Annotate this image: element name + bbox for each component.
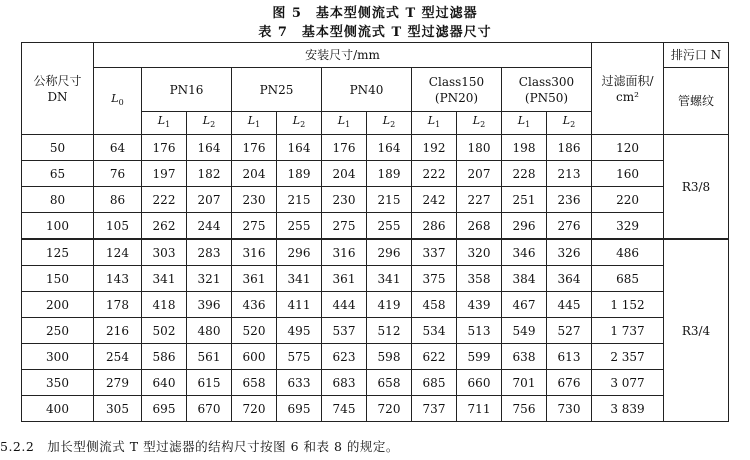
cell-dn: 350	[22, 370, 94, 396]
cell-l1: 198	[502, 135, 547, 161]
header-l2	[277, 112, 322, 135]
cell-l2: 364	[547, 266, 592, 292]
header-class150	[412, 68, 502, 112]
cell-l2: 527	[547, 318, 592, 344]
cell-l1: 695	[142, 396, 187, 422]
header-l2-letter: L	[202, 113, 211, 127]
table-row	[22, 396, 729, 422]
cell-l2: 276	[547, 213, 592, 240]
cell-l2: 720	[367, 396, 412, 422]
cell-l0: 305	[94, 396, 142, 422]
header-install: 安装尺寸/mm	[94, 43, 592, 68]
cell-l2: 189	[367, 161, 412, 187]
cell-l1: 737	[412, 396, 457, 422]
cell-l0: 86	[94, 187, 142, 213]
cell-l2: 255	[367, 213, 412, 240]
cell-l1: 242	[412, 187, 457, 213]
header-l1-letter: L	[427, 113, 436, 127]
header-l0	[94, 68, 142, 135]
cell-l2: 658	[367, 370, 412, 396]
cell-l1: 502	[142, 318, 187, 344]
cell-l1: 275	[322, 213, 367, 240]
cell-l1: 756	[502, 396, 547, 422]
cell-l2: 670	[187, 396, 232, 422]
cell-filter-area: 685	[592, 266, 664, 292]
cell-l1: 230	[322, 187, 367, 213]
cell-l1: 176	[142, 135, 187, 161]
cell-dn: 50	[22, 135, 94, 161]
cell-l1: 262	[142, 213, 187, 240]
cell-l1: 534	[412, 318, 457, 344]
cell-l2: 419	[367, 292, 412, 318]
cell-l2: 599	[457, 344, 502, 370]
cell-l1: 418	[142, 292, 187, 318]
cell-l2: 561	[187, 344, 232, 370]
header-l1-letter: L	[247, 113, 256, 127]
cell-l2: 164	[367, 135, 412, 161]
table-row	[22, 370, 729, 396]
cell-dn: 250	[22, 318, 94, 344]
cell-l2: 676	[547, 370, 592, 396]
cell-l2: 296	[367, 239, 412, 266]
cell-filter-area: 329	[592, 213, 664, 240]
cell-l2: 598	[367, 344, 412, 370]
cell-l1: 222	[142, 187, 187, 213]
header-l2	[367, 112, 412, 135]
cell-l1: 520	[232, 318, 277, 344]
cell-l1: 658	[232, 370, 277, 396]
cell-l1: 192	[412, 135, 457, 161]
cell-l1: 176	[322, 135, 367, 161]
cell-l2: 575	[277, 344, 322, 370]
cell-dn: 400	[22, 396, 94, 422]
header-pn16: PN16	[142, 68, 232, 112]
cell-dn: 300	[22, 344, 94, 370]
table-title: 表 7 基本型侧流式 T 型过滤器尺寸	[258, 25, 492, 40]
cell-l2: 613	[547, 344, 592, 370]
cell-l1: 720	[232, 396, 277, 422]
cell-dn: 80	[22, 187, 94, 213]
cell-l2: 396	[187, 292, 232, 318]
cell-l2: 213	[547, 161, 592, 187]
table-row	[22, 213, 729, 240]
header-l1	[232, 112, 277, 135]
cell-l0: 216	[94, 318, 142, 344]
cell-l1: 640	[142, 370, 187, 396]
cell-drain: R3/8	[664, 135, 729, 240]
header-l2-sub: 2	[210, 120, 216, 130]
cell-l2: 513	[457, 318, 502, 344]
cell-filter-area: 1 152	[592, 292, 664, 318]
cell-l1: 275	[232, 213, 277, 240]
cell-l1: 251	[502, 187, 547, 213]
header-l1-sub: 1	[525, 120, 531, 130]
cell-l2: 660	[457, 370, 502, 396]
cell-l1: 337	[412, 239, 457, 266]
header-l1-sub: 1	[435, 120, 441, 130]
cell-l2: 445	[547, 292, 592, 318]
header-l2-sub: 2	[390, 120, 396, 130]
header-l1-letter: L	[157, 113, 166, 127]
cell-filter-area: 2 357	[592, 344, 664, 370]
header-l1	[502, 112, 547, 135]
header-class150-name: Class150	[428, 74, 485, 89]
cell-filter-area: 160	[592, 161, 664, 187]
cell-filter-area: 120	[592, 135, 664, 161]
cell-l1: 685	[412, 370, 457, 396]
header-pn40: PN40	[322, 68, 412, 112]
cell-l2: 439	[457, 292, 502, 318]
header-l2-sub: 2	[480, 120, 486, 130]
cell-filter-area: 1 737	[592, 318, 664, 344]
header-pipe-thread: 管螺纹	[664, 68, 729, 135]
header-l2-sub: 2	[570, 120, 576, 130]
cell-l1: 316	[322, 239, 367, 266]
header-l1-letter: L	[517, 113, 526, 127]
cell-l2: 215	[277, 187, 322, 213]
header-l1-sub: 1	[345, 120, 351, 130]
cell-l1: 204	[232, 161, 277, 187]
header-l1	[142, 112, 187, 135]
cell-l1: 638	[502, 344, 547, 370]
header-l1	[412, 112, 457, 135]
cell-l2: 236	[547, 187, 592, 213]
cell-l1: 683	[322, 370, 367, 396]
header-l0-sub: 0	[118, 98, 124, 108]
cell-l2: 615	[187, 370, 232, 396]
header-l2-letter: L	[382, 113, 391, 127]
table-row	[22, 318, 729, 344]
cell-l1: 197	[142, 161, 187, 187]
header-drain: 排污口 N	[664, 43, 729, 68]
cell-l0: 124	[94, 239, 142, 266]
header-class300-name: Class300	[518, 74, 575, 89]
header-filter-area-unit: cm²	[616, 89, 639, 104]
cell-l2: 227	[457, 187, 502, 213]
header-l2	[187, 112, 232, 135]
header-l2-letter: L	[562, 113, 571, 127]
cell-dn: 150	[22, 266, 94, 292]
table-row	[22, 266, 729, 292]
cell-l0: 178	[94, 292, 142, 318]
header-class300-pn: (PN50)	[524, 90, 569, 105]
cell-l1: 467	[502, 292, 547, 318]
cell-l1: 316	[232, 239, 277, 266]
cell-l2: 321	[187, 266, 232, 292]
cell-l2: 695	[277, 396, 322, 422]
cell-l2: 182	[187, 161, 232, 187]
cell-filter-area: 220	[592, 187, 664, 213]
cell-l2: 320	[457, 239, 502, 266]
cell-l1: 745	[322, 396, 367, 422]
cell-l1: 222	[412, 161, 457, 187]
header-l1-letter: L	[337, 113, 346, 127]
cell-l1: 623	[322, 344, 367, 370]
cell-l2: 207	[187, 187, 232, 213]
table-row	[22, 239, 729, 266]
cell-l1: 204	[322, 161, 367, 187]
cell-l1: 701	[502, 370, 547, 396]
table-body	[22, 135, 729, 422]
footnote: 5.2.2 加长型侧流式 T 型过滤器的结构尺寸按图 6 和表 8 的规定。	[0, 439, 399, 454]
cell-l2: 512	[367, 318, 412, 344]
cell-l1: 458	[412, 292, 457, 318]
cell-l2: 358	[457, 266, 502, 292]
cell-l1: 230	[232, 187, 277, 213]
cell-l2: 244	[187, 213, 232, 240]
table-row	[22, 187, 729, 213]
cell-l2: 268	[457, 213, 502, 240]
cell-l2: 186	[547, 135, 592, 161]
cell-l2: 180	[457, 135, 502, 161]
cell-l2: 215	[367, 187, 412, 213]
cell-l2: 326	[547, 239, 592, 266]
table-row	[22, 292, 729, 318]
cell-l1: 228	[502, 161, 547, 187]
header-filter-area	[592, 43, 664, 135]
cell-l1: 384	[502, 266, 547, 292]
header-l1-sub: 1	[255, 120, 261, 130]
cell-l2: 164	[187, 135, 232, 161]
header-pn25: PN25	[232, 68, 322, 112]
cell-l1: 361	[322, 266, 367, 292]
header-class150-pn: (PN20)	[434, 90, 479, 105]
cell-drain: R3/4	[664, 239, 729, 422]
cell-dn: 125	[22, 239, 94, 266]
cell-l1: 436	[232, 292, 277, 318]
cell-filter-area: 486	[592, 239, 664, 266]
cell-l2: 255	[277, 213, 322, 240]
cell-l2: 480	[187, 318, 232, 344]
cell-dn: 100	[22, 213, 94, 240]
cell-l2: 411	[277, 292, 322, 318]
cell-l1: 286	[412, 213, 457, 240]
header-dn-unit: DN	[47, 89, 68, 104]
header-l2	[547, 112, 592, 135]
cell-l2: 633	[277, 370, 322, 396]
cell-l1: 600	[232, 344, 277, 370]
cell-l1: 549	[502, 318, 547, 344]
header-l2	[457, 112, 502, 135]
cell-l2: 730	[547, 396, 592, 422]
cell-l1: 444	[322, 292, 367, 318]
cell-l1: 537	[322, 318, 367, 344]
header-l2-letter: L	[292, 113, 301, 127]
cell-l0: 254	[94, 344, 142, 370]
cell-l1: 361	[232, 266, 277, 292]
cell-l2: 164	[277, 135, 322, 161]
cell-l2: 495	[277, 318, 322, 344]
header-class300	[502, 68, 592, 112]
header-l2-sub: 2	[300, 120, 306, 130]
header-l2-letter: L	[472, 113, 481, 127]
cell-l1: 586	[142, 344, 187, 370]
header-l0-letter: L	[111, 91, 119, 105]
cell-filter-area: 3 839	[592, 396, 664, 422]
cell-l2: 296	[277, 239, 322, 266]
cell-l2: 207	[457, 161, 502, 187]
cell-l1: 346	[502, 239, 547, 266]
header-filter-area-label: 过滤面积/	[601, 73, 654, 88]
cell-l1: 375	[412, 266, 457, 292]
cell-l2: 283	[187, 239, 232, 266]
cell-l2: 341	[277, 266, 322, 292]
table-row	[22, 161, 729, 187]
table-row	[22, 344, 729, 370]
cell-l1: 303	[142, 239, 187, 266]
cell-l2: 189	[277, 161, 322, 187]
cell-dn: 200	[22, 292, 94, 318]
cell-filter-area: 3 077	[592, 370, 664, 396]
cell-l1: 176	[232, 135, 277, 161]
figure-title: 图 5 基本型侧流式 T 型过滤器	[272, 6, 478, 21]
header-dn	[22, 43, 94, 135]
cell-l0: 76	[94, 161, 142, 187]
cell-l0: 143	[94, 266, 142, 292]
cell-l2: 711	[457, 396, 502, 422]
cell-l1: 296	[502, 213, 547, 240]
cell-l0: 64	[94, 135, 142, 161]
header-l1-sub: 1	[165, 120, 171, 130]
cell-l0: 279	[94, 370, 142, 396]
cell-l1: 622	[412, 344, 457, 370]
dimension-table	[21, 42, 729, 422]
header-l1	[322, 112, 367, 135]
cell-l0: 105	[94, 213, 142, 240]
cell-l1: 341	[142, 266, 187, 292]
table-row	[22, 135, 729, 161]
header-dn-label: 公称尺寸	[33, 73, 82, 88]
cell-dn: 65	[22, 161, 94, 187]
cell-l2: 341	[367, 266, 412, 292]
